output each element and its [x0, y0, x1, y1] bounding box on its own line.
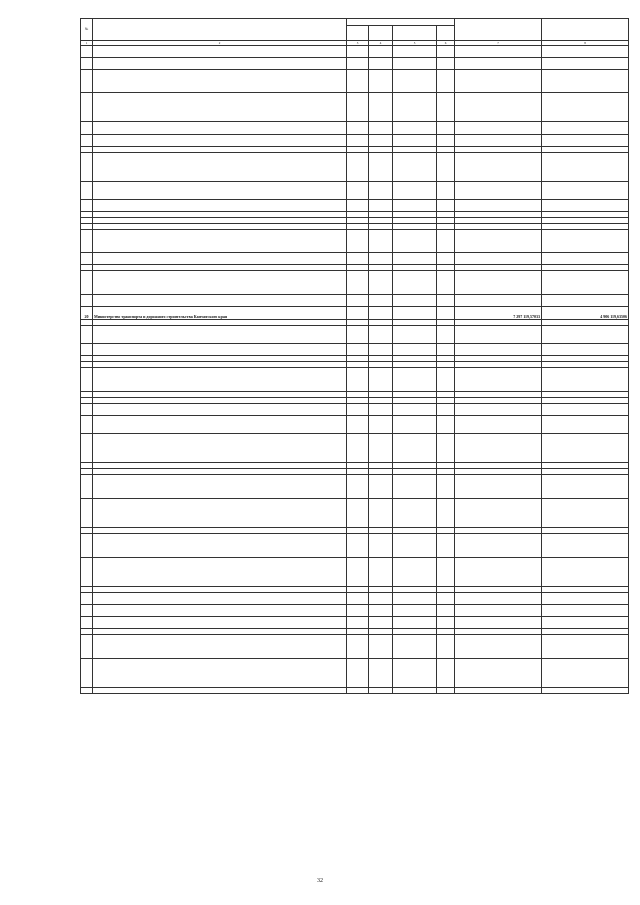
row-section — [369, 58, 393, 70]
col-number: 8 — [542, 41, 629, 46]
table-row — [81, 295, 629, 307]
col-header-grbs — [347, 26, 369, 41]
row-type — [437, 182, 455, 200]
row-grbs — [347, 295, 369, 307]
row-sum-2022 — [542, 200, 629, 212]
table-row — [81, 182, 629, 200]
row-type — [437, 593, 455, 605]
col-header-type — [437, 26, 455, 41]
table-row — [81, 558, 629, 587]
row-number — [81, 153, 93, 182]
row-name — [93, 404, 347, 416]
row-grbs — [347, 475, 369, 499]
row-number — [81, 253, 93, 265]
table-row — [81, 46, 629, 58]
row-target — [393, 230, 437, 253]
row-target — [393, 416, 437, 434]
row-section — [369, 434, 393, 463]
ministry-number: 20 — [81, 307, 93, 320]
row-sum-2021 — [455, 416, 542, 434]
row-section — [369, 558, 393, 587]
row-name — [93, 558, 347, 587]
row-target — [393, 153, 437, 182]
row-sum-2021 — [455, 688, 542, 694]
row-number — [81, 434, 93, 463]
row-sum-2021 — [455, 200, 542, 212]
row-name — [93, 230, 347, 253]
ministry-name: Министерство транспорта и дорожного строительства Камчатского края — [93, 307, 347, 320]
table-row — [81, 416, 629, 434]
row-sum-2022 — [542, 605, 629, 617]
table-row — [81, 93, 629, 122]
row-section — [369, 70, 393, 93]
row-number — [81, 368, 93, 392]
table-row — [81, 135, 629, 147]
row-grbs — [347, 46, 369, 58]
row-type — [437, 153, 455, 182]
row-name — [93, 271, 347, 295]
row-sum-2022 — [542, 122, 629, 135]
table-row — [81, 659, 629, 688]
row-name — [93, 58, 347, 70]
row-number — [81, 558, 93, 587]
row-type — [437, 271, 455, 295]
row-sum-2022 — [542, 326, 629, 344]
table-row — [81, 434, 629, 463]
table-row — [81, 271, 629, 295]
row-sum-2021 — [455, 617, 542, 629]
table-row — [81, 499, 629, 528]
row-type — [437, 200, 455, 212]
row-sum-2021 — [455, 271, 542, 295]
row-type — [437, 326, 455, 344]
table-row — [81, 605, 629, 617]
col-header-2021 — [455, 19, 542, 41]
row-type — [437, 70, 455, 93]
row-sum-2021 — [455, 135, 542, 147]
row-number — [81, 688, 93, 694]
row-type — [437, 122, 455, 135]
row-type — [437, 58, 455, 70]
row-number — [81, 295, 93, 307]
row-number — [81, 659, 93, 688]
row-number — [81, 46, 93, 58]
row-sum-2022 — [542, 534, 629, 558]
row-name — [93, 499, 347, 528]
row-target — [393, 404, 437, 416]
row-grbs — [347, 326, 369, 344]
row-sum-2022 — [542, 659, 629, 688]
row-target — [393, 434, 437, 463]
row-sum-2021 — [455, 344, 542, 356]
row-sum-2022 — [542, 253, 629, 265]
row-grbs — [347, 404, 369, 416]
row-type — [437, 659, 455, 688]
row-sum-2021 — [455, 70, 542, 93]
row-sum-2022 — [542, 344, 629, 356]
ministry-section-code — [369, 307, 393, 320]
row-sum-2021 — [455, 434, 542, 463]
row-target — [393, 499, 437, 528]
row-sum-2021 — [455, 499, 542, 528]
row-name — [93, 534, 347, 558]
row-name — [93, 93, 347, 122]
row-section — [369, 200, 393, 212]
row-target — [393, 635, 437, 659]
row-target — [393, 558, 437, 587]
row-sum-2021 — [455, 368, 542, 392]
row-number — [81, 499, 93, 528]
row-section — [369, 46, 393, 58]
row-name — [93, 617, 347, 629]
row-target — [393, 326, 437, 344]
row-section — [369, 605, 393, 617]
row-name — [93, 659, 347, 688]
row-grbs — [347, 58, 369, 70]
row-section — [369, 617, 393, 629]
row-sum-2022 — [542, 70, 629, 93]
row-target — [393, 46, 437, 58]
row-type — [437, 344, 455, 356]
row-target — [393, 271, 437, 295]
row-name — [93, 135, 347, 147]
row-grbs — [347, 534, 369, 558]
row-grbs — [347, 182, 369, 200]
row-sum-2022 — [542, 475, 629, 499]
row-section — [369, 182, 393, 200]
table-row — [81, 153, 629, 182]
row-name — [93, 475, 347, 499]
row-target — [393, 593, 437, 605]
table-row — [81, 688, 629, 694]
row-sum-2021 — [455, 153, 542, 182]
row-grbs — [347, 200, 369, 212]
row-sum-2021 — [455, 326, 542, 344]
row-sum-2022 — [542, 499, 629, 528]
row-sum-2022 — [542, 593, 629, 605]
ministry-sum-2021: 7 297 119,57033 — [455, 307, 542, 320]
row-name — [93, 122, 347, 135]
row-type — [437, 253, 455, 265]
table-row — [81, 617, 629, 629]
row-number — [81, 605, 93, 617]
row-target — [393, 344, 437, 356]
row-name — [93, 688, 347, 694]
row-sum-2021 — [455, 558, 542, 587]
budget-document — [80, 18, 628, 694]
row-number — [81, 404, 93, 416]
row-grbs — [347, 70, 369, 93]
col-number: 2 — [93, 41, 347, 46]
table-row — [81, 404, 629, 416]
col-header-2022 — [542, 19, 629, 41]
row-number — [81, 635, 93, 659]
row-section — [369, 659, 393, 688]
row-section — [369, 534, 393, 558]
row-name — [93, 253, 347, 265]
col-number: 5 — [393, 41, 437, 46]
row-grbs — [347, 499, 369, 528]
row-target — [393, 182, 437, 200]
row-sum-2021 — [455, 46, 542, 58]
row-grbs — [347, 253, 369, 265]
row-section — [369, 404, 393, 416]
row-grbs — [347, 135, 369, 147]
row-name — [93, 182, 347, 200]
row-sum-2022 — [542, 434, 629, 463]
ministry-grbs — [347, 307, 369, 320]
row-number — [81, 593, 93, 605]
row-section — [369, 135, 393, 147]
row-grbs — [347, 659, 369, 688]
row-name — [93, 434, 347, 463]
row-type — [437, 475, 455, 499]
row-grbs — [347, 605, 369, 617]
table-row — [81, 58, 629, 70]
row-section — [369, 326, 393, 344]
table-row — [81, 326, 629, 344]
table-row — [81, 368, 629, 392]
row-section — [369, 475, 393, 499]
row-target — [393, 605, 437, 617]
row-name — [93, 326, 347, 344]
row-sum-2022 — [542, 93, 629, 122]
row-type — [437, 230, 455, 253]
table-row — [81, 122, 629, 135]
row-section — [369, 368, 393, 392]
row-sum-2022 — [542, 635, 629, 659]
row-section — [369, 593, 393, 605]
row-number — [81, 326, 93, 344]
row-type — [437, 534, 455, 558]
row-grbs — [347, 153, 369, 182]
ministry-type — [437, 307, 455, 320]
col-number: 4 — [369, 41, 393, 46]
row-section — [369, 153, 393, 182]
row-name — [93, 605, 347, 617]
row-section — [369, 253, 393, 265]
row-type — [437, 635, 455, 659]
row-number — [81, 70, 93, 93]
table-row — [81, 475, 629, 499]
row-type — [437, 135, 455, 147]
row-sum-2021 — [455, 182, 542, 200]
row-sum-2021 — [455, 122, 542, 135]
row-sum-2021 — [455, 295, 542, 307]
row-number — [81, 135, 93, 147]
row-sum-2022 — [542, 182, 629, 200]
row-name — [93, 46, 347, 58]
row-grbs — [347, 230, 369, 253]
row-type — [437, 558, 455, 587]
ministry-section — [81, 307, 629, 320]
row-type — [437, 617, 455, 629]
row-number — [81, 122, 93, 135]
row-target — [393, 659, 437, 688]
budget-table — [80, 18, 629, 694]
row-grbs — [347, 344, 369, 356]
ministry-target — [393, 307, 437, 320]
row-target — [393, 135, 437, 147]
row-sum-2021 — [455, 659, 542, 688]
row-target — [393, 58, 437, 70]
col-header-target — [393, 26, 437, 41]
rows-before-ministry — [81, 46, 629, 307]
row-type — [437, 93, 455, 122]
row-number — [81, 58, 93, 70]
table-row — [81, 253, 629, 265]
table-row — [81, 70, 629, 93]
row-name — [93, 153, 347, 182]
row-number — [81, 344, 93, 356]
row-sum-2022 — [542, 295, 629, 307]
row-number — [81, 475, 93, 499]
row-grbs — [347, 271, 369, 295]
row-sum-2021 — [455, 635, 542, 659]
row-sum-2021 — [455, 593, 542, 605]
row-type — [437, 434, 455, 463]
row-sum-2022 — [542, 416, 629, 434]
row-sum-2021 — [455, 605, 542, 617]
row-grbs — [347, 617, 369, 629]
col-number: 6 — [437, 41, 455, 46]
row-target — [393, 122, 437, 135]
row-sum-2022 — [542, 58, 629, 70]
row-number — [81, 182, 93, 200]
table-row — [81, 230, 629, 253]
row-type — [437, 368, 455, 392]
table-row — [81, 635, 629, 659]
row-sum-2022 — [542, 617, 629, 629]
row-type — [437, 688, 455, 694]
col-header-section — [369, 26, 393, 41]
row-type — [437, 404, 455, 416]
row-name — [93, 368, 347, 392]
row-target — [393, 534, 437, 558]
row-target — [393, 368, 437, 392]
row-grbs — [347, 434, 369, 463]
row-section — [369, 122, 393, 135]
ministry-section-row — [81, 307, 629, 320]
row-sum-2021 — [455, 534, 542, 558]
row-target — [393, 688, 437, 694]
row-number — [81, 416, 93, 434]
row-sum-2022 — [542, 46, 629, 58]
row-sum-2022 — [542, 368, 629, 392]
row-number — [81, 200, 93, 212]
row-section — [369, 271, 393, 295]
row-sum-2022 — [542, 230, 629, 253]
row-section — [369, 688, 393, 694]
row-grbs — [347, 558, 369, 587]
row-name — [93, 344, 347, 356]
row-number — [81, 93, 93, 122]
col-number: 1 — [81, 41, 93, 46]
row-target — [393, 93, 437, 122]
row-type — [437, 605, 455, 617]
row-sum-2022 — [542, 271, 629, 295]
row-section — [369, 344, 393, 356]
rows-after-ministry — [81, 320, 629, 694]
row-target — [393, 70, 437, 93]
row-type — [437, 295, 455, 307]
row-name — [93, 635, 347, 659]
row-target — [393, 253, 437, 265]
row-name — [93, 295, 347, 307]
row-type — [437, 46, 455, 58]
table-row — [81, 200, 629, 212]
row-target — [393, 475, 437, 499]
row-type — [437, 499, 455, 528]
row-section — [369, 230, 393, 253]
table-row — [81, 593, 629, 605]
col-header-number: № — [81, 19, 93, 41]
row-sum-2021 — [455, 404, 542, 416]
row-sum-2021 — [455, 230, 542, 253]
row-type — [437, 416, 455, 434]
row-grbs — [347, 635, 369, 659]
row-name — [93, 200, 347, 212]
row-sum-2022 — [542, 153, 629, 182]
row-target — [393, 617, 437, 629]
row-target — [393, 295, 437, 307]
col-header-name — [93, 19, 347, 41]
row-grbs — [347, 416, 369, 434]
row-name — [93, 70, 347, 93]
row-section — [369, 635, 393, 659]
row-number — [81, 230, 93, 253]
row-sum-2021 — [455, 93, 542, 122]
col-number: 3 — [347, 41, 369, 46]
row-grbs — [347, 593, 369, 605]
row-section — [369, 295, 393, 307]
row-sum-2022 — [542, 404, 629, 416]
row-section — [369, 499, 393, 528]
row-name — [93, 416, 347, 434]
row-name — [93, 593, 347, 605]
row-sum-2021 — [455, 475, 542, 499]
row-sum-2021 — [455, 58, 542, 70]
row-section — [369, 93, 393, 122]
row-sum-2022 — [542, 135, 629, 147]
row-grbs — [347, 93, 369, 122]
row-sum-2022 — [542, 558, 629, 587]
col-number: 7 — [455, 41, 542, 46]
row-grbs — [347, 688, 369, 694]
row-number — [81, 617, 93, 629]
row-target — [393, 200, 437, 212]
col-header-codes — [347, 19, 455, 26]
row-number — [81, 271, 93, 295]
row-sum-2021 — [455, 253, 542, 265]
row-sum-2022 — [542, 688, 629, 694]
row-number — [81, 534, 93, 558]
ministry-sum-2022: 4 906 119,63506 — [542, 307, 629, 320]
table-row — [81, 534, 629, 558]
page-number: 32 — [317, 878, 323, 884]
row-grbs — [347, 368, 369, 392]
row-section — [369, 416, 393, 434]
row-grbs — [347, 122, 369, 135]
table-row — [81, 344, 629, 356]
